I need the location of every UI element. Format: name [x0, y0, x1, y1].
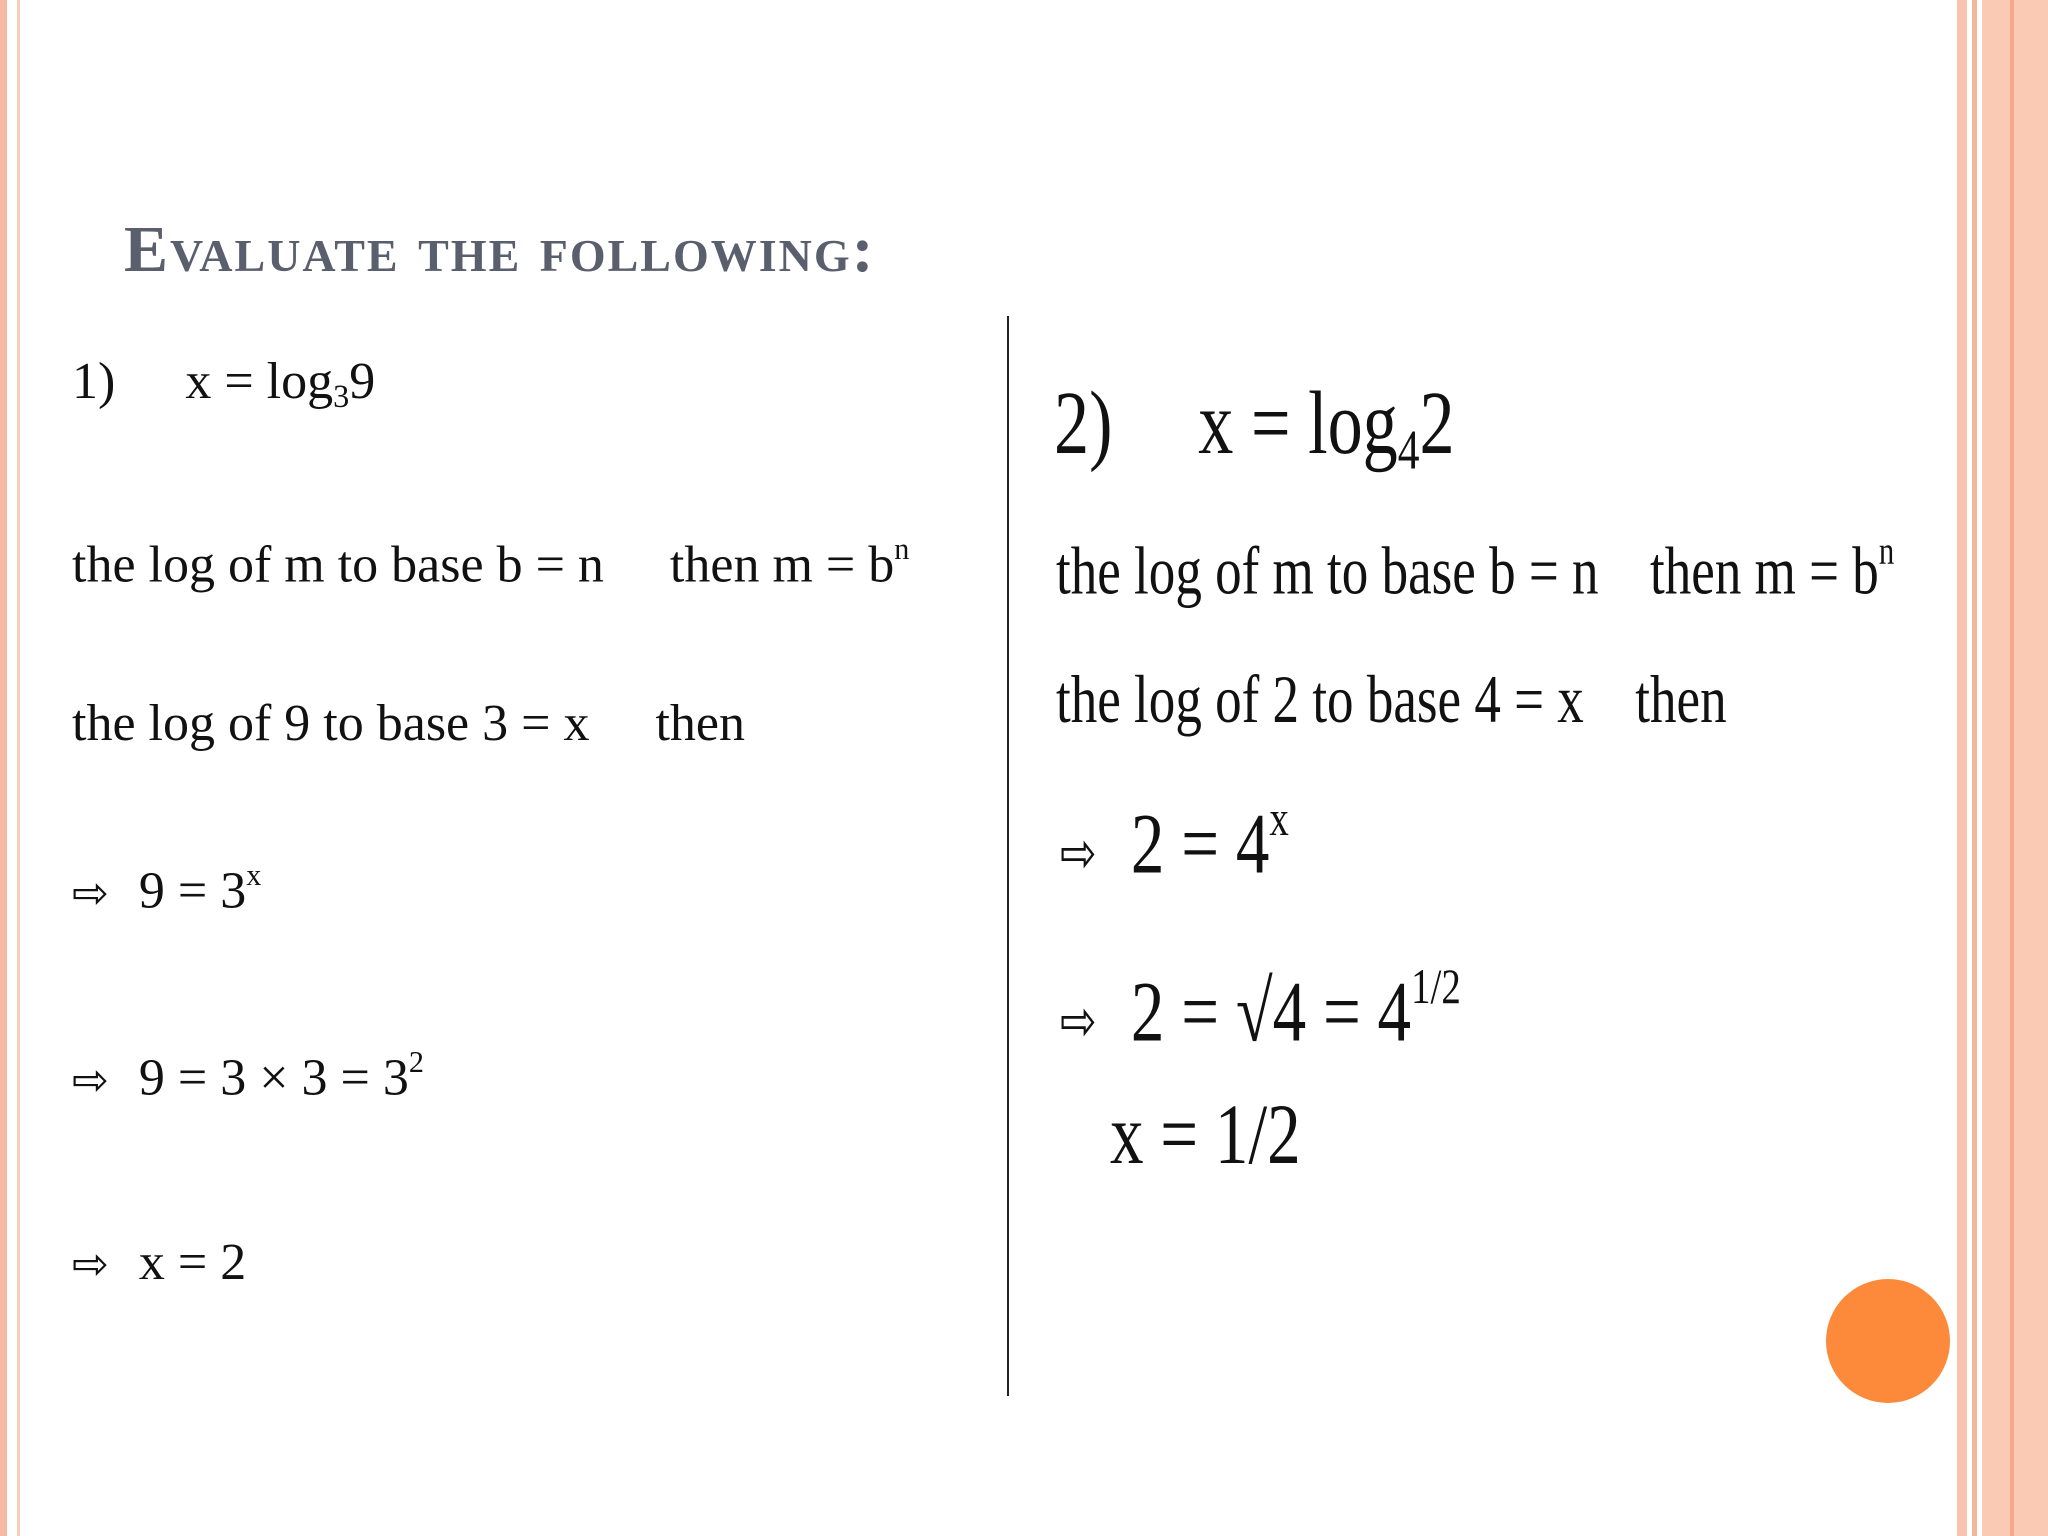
step-line: ⇨ $9 = 3 \times 3 = 3^2$ — [72, 1045, 424, 1107]
log-rule-text: the log of m to base b = n then $m = b^n$ — [1056, 529, 1895, 609]
step-line: ⇨ $2 = 4^x$ — [1060, 791, 1289, 892]
arrow-icon: ⇨ — [72, 1054, 109, 1106]
arrow-icon: ⇨ — [72, 1239, 109, 1290]
log-apply-text: the log of 2 to base 4 = x then — [1056, 661, 1727, 737]
problem-2-equation: 2) $x = \log_42$ — [1054, 374, 1455, 482]
problem-1-equation: 1) $x = \log_39$ — [72, 353, 376, 415]
column-divider — [1007, 316, 1009, 1396]
slide-frame-right-stripe — [1957, 0, 1967, 1536]
final-result: x = 1/2 — [1110, 1086, 1301, 1182]
slide-title: Evaluate the following: — [124, 213, 876, 286]
step-line: ⇨ $9 = 3^x$ — [72, 858, 262, 920]
accent-dot — [1826, 1279, 1950, 1403]
problem-number: 2) — [1054, 374, 1113, 473]
log-apply-text: the log of 9 to base 3 = x then — [72, 695, 745, 752]
slide-frame-left-inner — [17, 0, 20, 1536]
slide-frame-right-line — [2010, 0, 2014, 1536]
problem-number: 1) — [72, 353, 116, 410]
log-rule-text: the log of m to base b = n then $m = b^n$ — [72, 532, 910, 594]
arrow-icon: ⇨ — [1060, 821, 1097, 887]
step-line: ⇨ $2 = √4 = 4^{1/2}$ — [1060, 959, 1461, 1060]
arrow-icon: ⇨ — [1060, 989, 1097, 1055]
arrow-icon: ⇨ — [72, 867, 109, 919]
slide-frame-left-outer — [0, 0, 7, 1536]
step-line: ⇨ x = 2 — [72, 1234, 247, 1291]
slide-frame-right-stripe — [1972, 0, 1977, 1536]
slide-frame-right-band — [1982, 0, 2048, 1536]
